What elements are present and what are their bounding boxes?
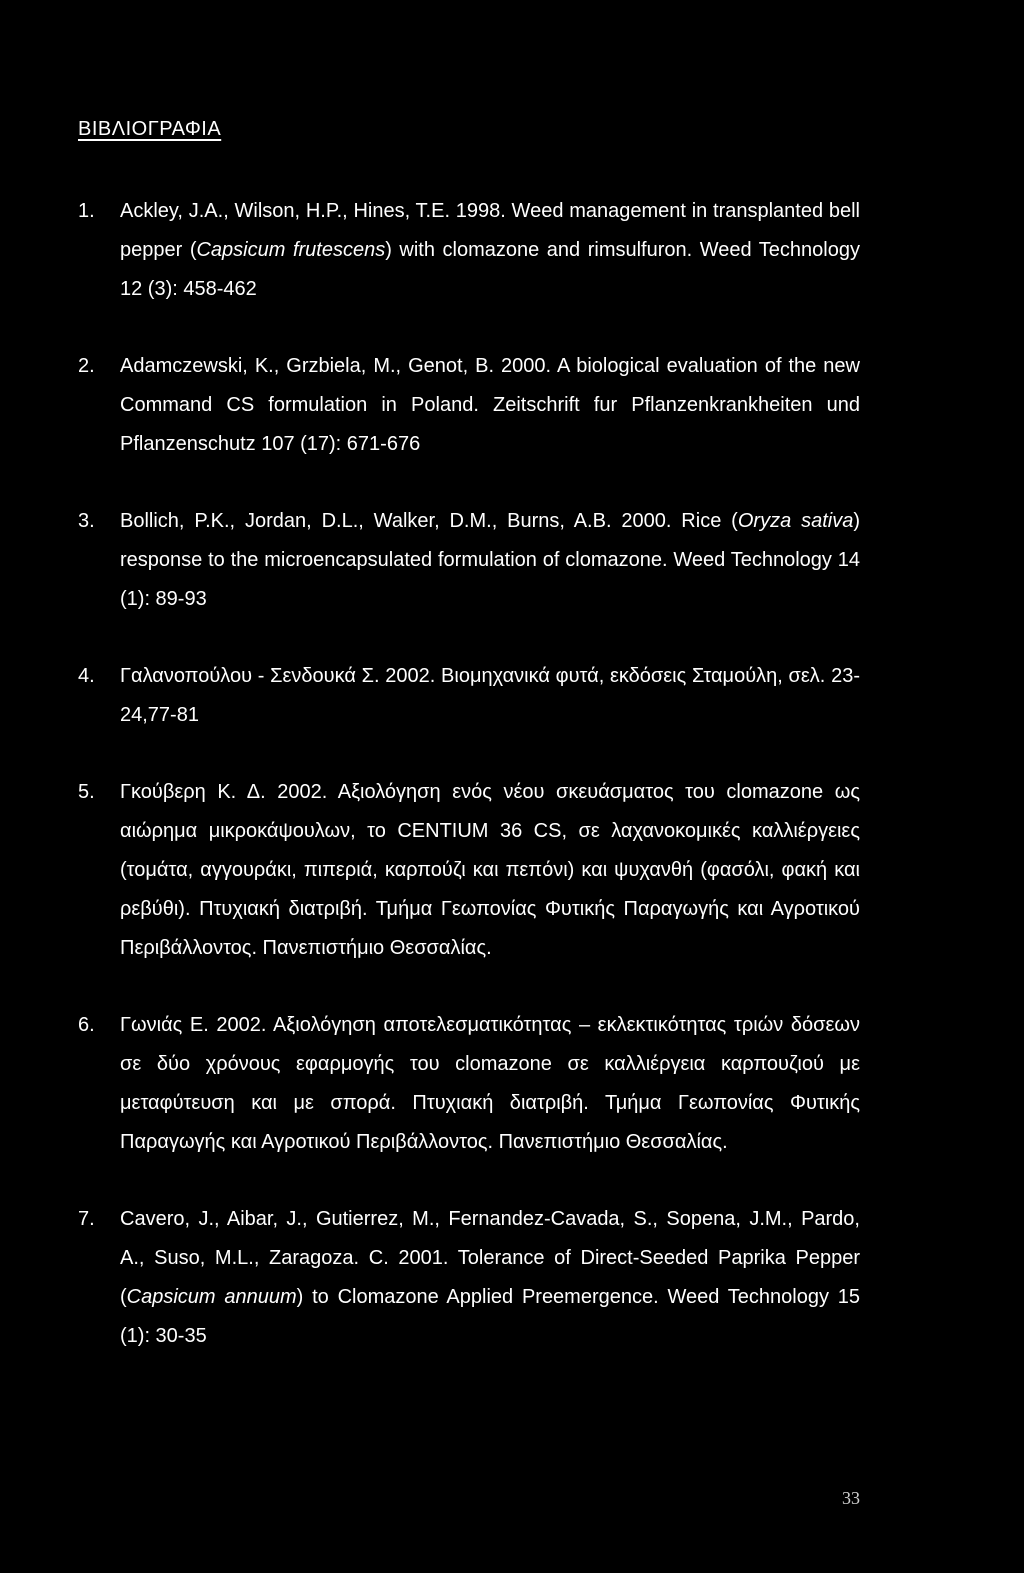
reference-number: 4. bbox=[78, 665, 95, 687]
reference-number: 1. bbox=[78, 200, 95, 222]
reference-text-part: Ackley, J.A., Wilson, H.P., Hines, T.E. 1998. Weed management in transplanted bell pepper ( bbox=[120, 200, 860, 261]
reference-number: 3. bbox=[78, 510, 95, 532]
reference-item-3 bbox=[78, 502, 860, 619]
species-name-italic: Capsicum frutescens bbox=[196, 239, 386, 261]
reference-text-part: ) with clomazone and rimsulfuron. Weed Technology 12 (3): 458-462 bbox=[120, 239, 860, 300]
species-name-italic: Oryza sativa bbox=[737, 510, 854, 532]
reference-text-part: Γωνιάς Ε. 2002. Αξιολόγηση αποτελεσματικότητας – εκλεκτικότητας τριών δόσεων σε δύο χρόνους εφαρμογής του clomazone σε καλλιέργεια καρπουζιού με μεταφύτευση και με σπορά. Πτυχιακή διατριβή. Τμήμα Γεωπονίας Φυτικής Παραγωγής και Αγροτικού Περιβάλλοντος. Πανεπιστήμιο Θεσσαλίας. bbox=[120, 1014, 860, 1153]
reference-text-part: Γαλανοπούλου - Σενδουκά Σ. 2002. Βιομηχανικά φυτά, εκδόσεις Σταμούλη, σελ. 23-24,77-81 bbox=[120, 665, 860, 726]
reference-text bbox=[120, 200, 860, 300]
reference-text-part: Adamczewski, K., Grzbiela, M., Genot, B. 2000. A biological evaluation of the new Command CS formulation in Poland. Zeitschrift fur Pflanzenkrankheiten und Pflanzenschutz 107 (17): 671-676 bbox=[120, 355, 860, 455]
species-name-italic: Capsicum annuum bbox=[126, 1286, 297, 1308]
reference-list bbox=[78, 192, 860, 1394]
page-number: 33 bbox=[842, 1488, 860, 1508]
reference-text bbox=[120, 355, 860, 455]
reference-text-part: ) response to the microencapsulated formulation of clomazone. Weed Technology 14 (1): 89-93 bbox=[120, 510, 860, 610]
reference-text bbox=[120, 1208, 860, 1347]
bibliography-heading: ΒΙΒΛΙΟΓΡΑΦΙΑ bbox=[78, 118, 222, 140]
reference-text bbox=[120, 510, 860, 610]
reference-text bbox=[120, 1014, 860, 1153]
reference-number: 7. bbox=[78, 1208, 95, 1230]
reference-text-part: Γκούβερη Κ. Δ. 2002. Αξιολόγηση ενός νέου σκευάσματος του clomazone ως αιώρημα μικροκάψουλων, το CENTIUM 36 CS, σε λαχανοκομικές καλλιέργειες (τομάτα, αγγουράκι, πιπεριά, καρπούζι και πεπόνι) και ψυχανθή (φασόλι, φακή και ρεβύθι). Πτυχιακή διατριβή. Τμήμα Γεωπονίας Φυτικής Παραγωγής και Αγροτικού Περιβάλλοντος. Πανεπιστήμιο Θεσσαλίας. bbox=[120, 781, 860, 959]
reference-item-5 bbox=[78, 773, 860, 968]
reference-item-1 bbox=[78, 192, 860, 309]
reference-number: 6. bbox=[78, 1014, 95, 1036]
reference-text-part: ) to Clomazone Applied Preemergence. Weed Technology 15 (1): 30-35 bbox=[120, 1286, 860, 1347]
reference-text bbox=[120, 665, 860, 726]
reference-number: 2. bbox=[78, 355, 95, 377]
reference-item-6 bbox=[78, 1006, 860, 1162]
reference-item-7 bbox=[78, 1200, 860, 1356]
reference-number: 5. bbox=[78, 781, 95, 803]
reference-item-2 bbox=[78, 347, 860, 464]
reference-text bbox=[120, 781, 860, 959]
reference-text-part: Bollich, P.K., Jordan, D.L., Walker, D.M., Burns, A.B. 2000. Rice ( bbox=[120, 510, 738, 532]
reference-text-part: Cavero, J., Aibar, J., Gutierrez, M., Fernandez-Cavada, S., Sopena, J.M., Pardo, A., Suso, M.L., Zaragoza. C. 2001. Tolerance of Direct-Seeded Paprika Pepper ( bbox=[120, 1208, 860, 1308]
reference-item-4 bbox=[78, 657, 860, 735]
